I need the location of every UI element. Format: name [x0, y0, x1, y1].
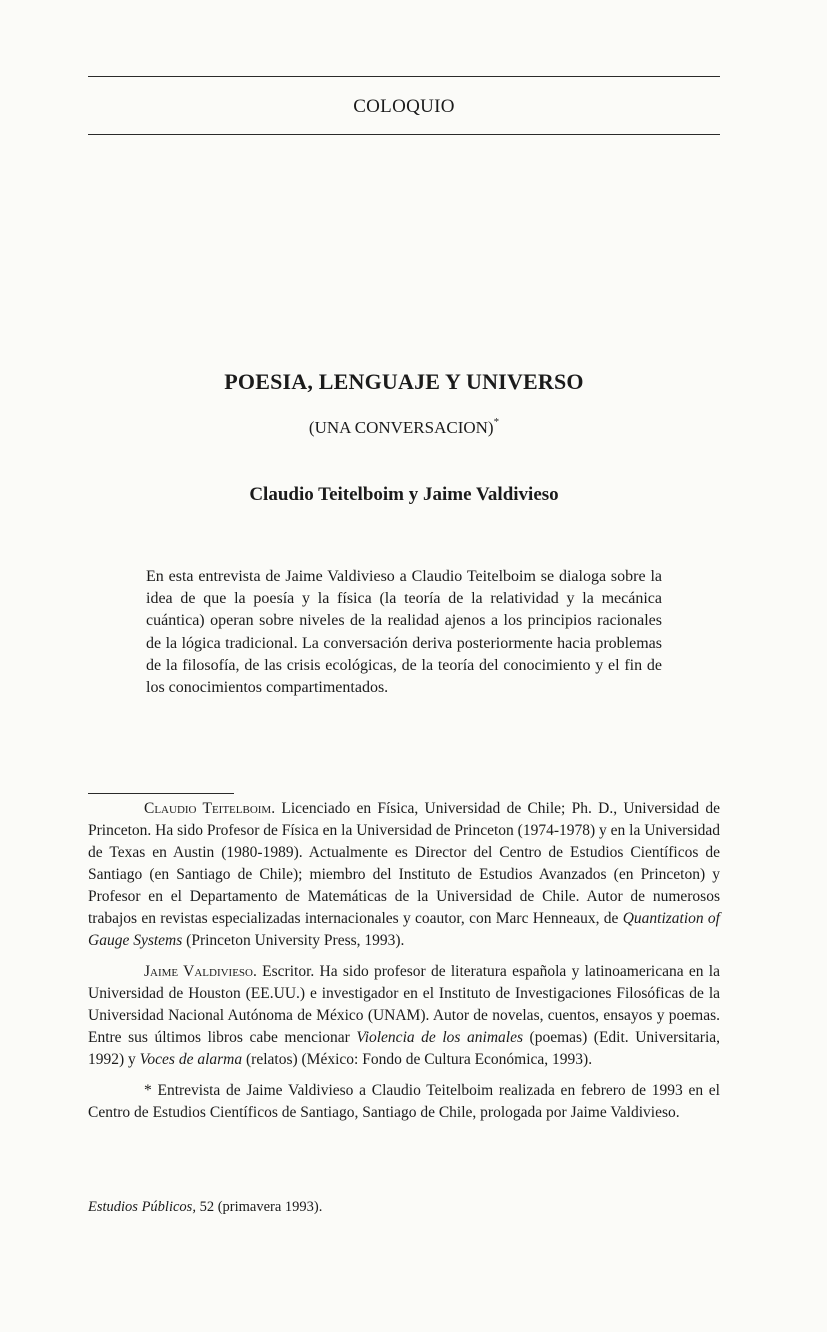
article-subtitle	[88, 416, 720, 438]
author-name: Claudio Teitelboim.	[144, 800, 276, 817]
footnote-separator	[88, 793, 234, 794]
journal-issue: 52 (primavera 1993).	[195, 1199, 323, 1215]
footnote-interview: * Entrevista de Jaime Valdivieso a Claudio Teitelboim realizada en febrero de 1993 en el Centro de Estudios Científicos de Santiago, Santiago de Chile, prologada por Jaime Valdivieso.	[88, 1082, 720, 1121]
footnote-valdivieso	[88, 961, 720, 1071]
footnote-teitelboim	[88, 798, 720, 952]
footnote-text: Escritor. Ha sido profesor de literatura española y latinoamericana en la Universidad de Houston (EE.UU.) e investigador en el Instituto de Investigaciones Filosóficas de la Universidad Nacional Autónoma de México (UNAM). Autor de novelas, cuentos, ensayos y poemas. Entre sus últimos libros cabe mencionar	[88, 963, 720, 1046]
author-name: Jaime Valdivieso.	[144, 963, 257, 980]
header-rule-top	[88, 76, 720, 77]
footnote-text: (poemas) (Edit. Universitaria, 1992) y	[88, 1029, 721, 1068]
book-title: Violencia de los animales	[356, 1029, 523, 1046]
article-title: POESIA, LENGUAJE Y UNIVERSO	[224, 369, 584, 394]
article-authors: Claudio Teitelboim y Jaime Valdivieso	[249, 484, 559, 505]
journal-citation	[88, 1199, 720, 1216]
footnote-text: Licenciado en Física, Universidad de Chile; Ph. D., Universidad de Princeton. Ha sido Profesor de Física en la Universidad de Princeton (1974-1978) y en la Universidad de Texas en Austin (1980-1989). Actualmente es Director del Centro de Estudios Científicos de Santiago (en Santiago de Chile); miembro del Instituto de Estudios Avanzados (en Princeton) y Profesor en el Departamento de Matemáticas de la Universidad de Chile. Autor de numerosos trabajos en revistas especializadas internacionales y coautor, con Marc Henneaux, de	[88, 800, 720, 927]
book-title: Voces de alarma	[139, 1051, 243, 1068]
footnote-text: (Princeton University Press, 1993).	[182, 932, 405, 949]
book-title: Quantization of Gauge Systems	[88, 910, 720, 949]
journal-name: Estudios Públicos,	[88, 1199, 196, 1215]
section-header: COLOQUIO	[353, 96, 455, 117]
footnote-text: (relatos) (México: Fondo de Cultura Económica, 1993).	[242, 1051, 593, 1068]
header-rule-bottom	[88, 134, 720, 135]
abstract: En esta entrevista de Jaime Valdivieso a Claudio Teitelboim se dialoga sobre la idea de que la poesía y la física (la teoría de la relatividad y la mecánica cuántica) operan sobre niveles de la realidad ajenos a los principios racionales de la lógica tradicional. La conversación deriva posteriormente hacia problemas de la filosofía, de las crisis ecológicas, de la teoría del conocimiento y el fin de los conocimientos compartimentados.	[146, 568, 662, 697]
footnotes	[88, 798, 720, 1133]
subtitle-text: (UNA CONVERSACION)	[308, 418, 494, 437]
footnote-marker: *	[493, 416, 500, 428]
